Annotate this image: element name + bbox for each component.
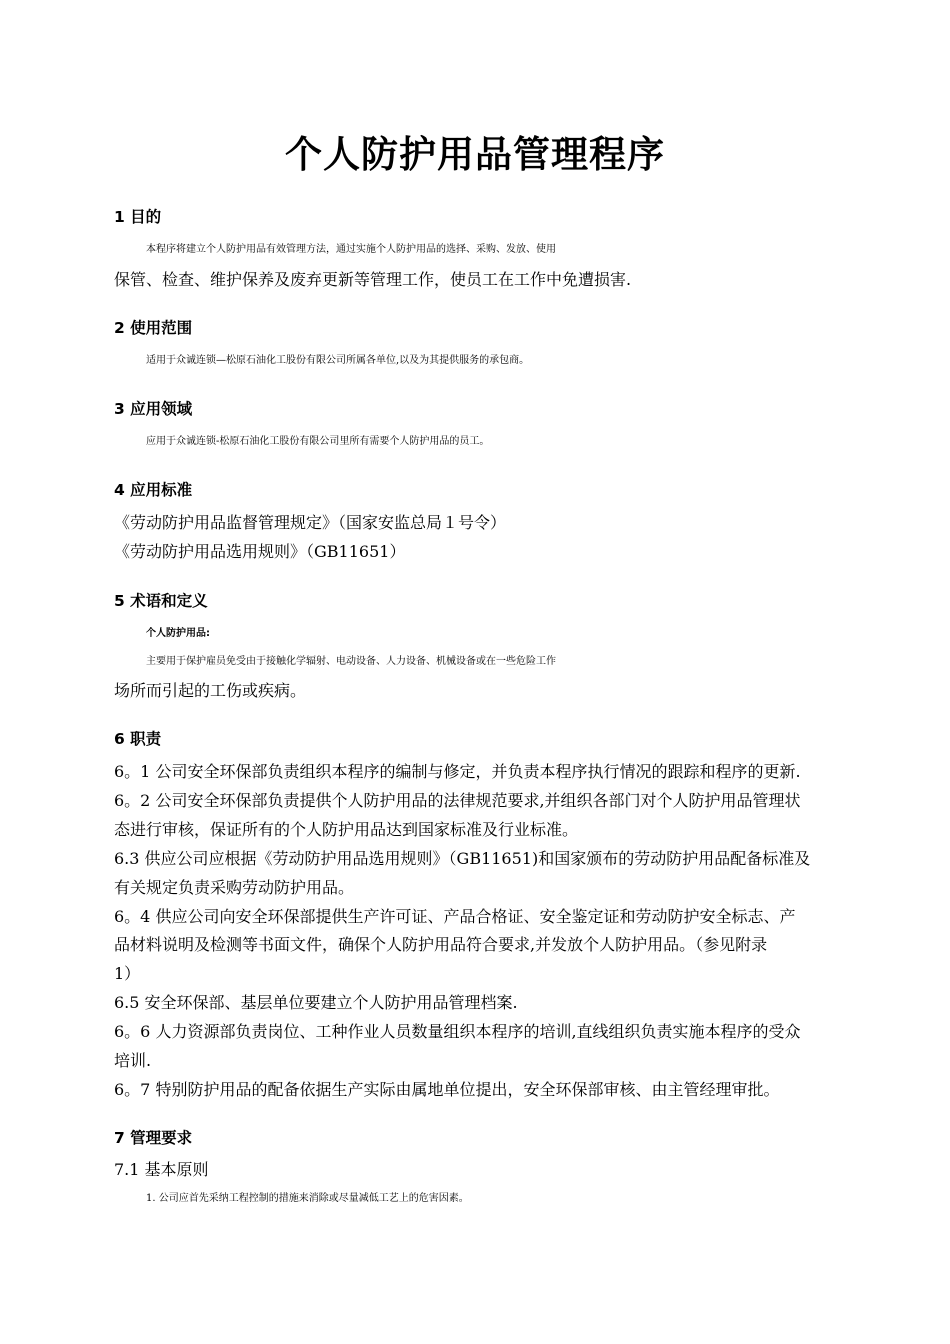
section-heading-management-requirements: 7 管理要求: [114, 1129, 193, 1147]
paragraph-line: 应用于众诚连锁-松原石油化工股份有限公司里所有需要个人防护用品的员工。: [146, 436, 490, 447]
paragraph-line: 6。6 人力资源部负责岗位、工种作业人员数量组织本程序的培训,直线组织负责实施本程序的受众: [114, 1022, 801, 1041]
section-heading-purpose: 1 目的: [114, 208, 162, 226]
section-heading-application-area: 3 应用领域: [114, 400, 193, 418]
subsection-heading: 7.1 基本原则: [114, 1160, 209, 1179]
document-title: 个人防护用品管理程序: [285, 132, 665, 176]
standard-reference: 《劳动防护用品选用规则》（GB11651）: [114, 542, 406, 561]
paragraph-line: 保管、检查、维护保养及废弃更新等管理工作，使员工在工作中免遭损害.: [114, 270, 632, 289]
paragraph-line: 适用于众诚连锁—松原石油化工股份有限公司所属各单位,以及为其提供服务的承包商。: [146, 355, 530, 366]
term-name: 个人防护用品:: [146, 628, 210, 639]
paragraph-line: 6。1 公司安全环保部负责组织本程序的编制与修定，并负责本程序执行情况的跟踪和程序的更新.: [114, 762, 801, 781]
paragraph-line: 培训.: [114, 1051, 152, 1070]
paragraph-line: 6.5 安全环保部、基层单位要建立个人防护用品管理档案.: [114, 993, 518, 1012]
section-heading-terms: 5 术语和定义: [114, 592, 208, 610]
section-heading-responsibilities: 6 职责: [114, 730, 162, 748]
paragraph-line: 6。7 特别防护用品的配备依据生产实际由属地单位提出，安全环保部审核、由主管经理审批。: [114, 1080, 780, 1099]
paragraph-line: 主要用于保护雇员免受由于接触化学辐射、电动设备、人力设备、机械设备或在一些危险工作: [146, 656, 556, 667]
standard-reference: 《劳动防护用品监督管理规定》（国家安监总局１号令）: [114, 513, 507, 532]
list-item: 1. 公司应首先采纳工程控制的措施来消除或尽量减低工艺上的危害因素。: [146, 1193, 469, 1204]
paragraph-line: 态进行审核，保证所有的个人防护用品达到国家标准及行业标准。: [114, 820, 579, 839]
paragraph-line: 本程序将建立个人防护用品有效管理方法，通过实施个人防护用品的选择、采购、发放、使用: [146, 244, 556, 255]
paragraph-line: 6.3 供应公司应根据《劳动防护用品选用规则》（GB11651)和国家颁布的劳动防护用品配备标准及: [114, 849, 811, 868]
paragraph-line: 6。2 公司安全环保部负责提供个人防护用品的法律规范要求,并组织各部门对个人防护用品管理状: [114, 791, 801, 810]
paragraph-line: 场所而引起的工伤或疾病。: [114, 681, 307, 700]
section-heading-scope: 2 使用范围: [114, 319, 193, 337]
paragraph-line: 1）: [114, 964, 141, 983]
paragraph-line: 品材料说明及检测等书面文件，确保个人防护用品符合要求,并发放个人防护用品。（参见附录: [114, 935, 768, 954]
paragraph-line: 有关规定负责采购劳动防护用品。: [114, 878, 355, 897]
paragraph-line: 6。4 供应公司向安全环保部提供生产许可证、产品合格证、安全鉴定证和劳动防护安全标志、产: [114, 907, 796, 926]
section-heading-standards: 4 应用标准: [114, 481, 193, 499]
